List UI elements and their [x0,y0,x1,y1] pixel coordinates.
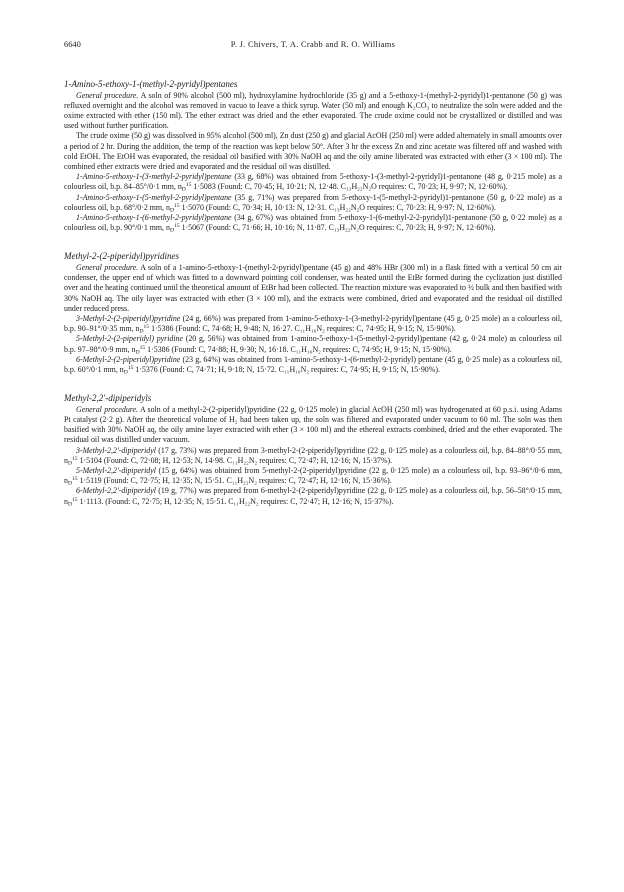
page-number: 6640 [64,40,81,49]
paragraph-lead: 6-Methyl-2-(2-piperidyl)pyridine [76,354,181,364]
refractive-index-symbol: $n_D^{15}$ [64,455,78,467]
paragraph-lead: General procedure. [76,263,139,273]
paragraph [64,263,562,314]
paragraph-text: A soln of a methyl-2-(2-piperidyl)pyridine (22 g, 0·125 mole) in glacial AcOH (250 ml) was hydrogenated at 60 p.s.i. using Adams Pt catalyst (2·2 g). After the theoretical volume of H₂ had been taken up, the soln was filtered and evaporated under vacuum to 60 ml. The soln was then basified with 30% NaOH aq, the oily amine layer extracted with ether (3 × 100 ml) and the ethereal extracts combined, dried and the ether evaporated. The residual oil was distilled under vacuum. [64,404,562,445]
paragraph [64,355,562,375]
section-title: Methyl-2-(2-piperidyl)pyridines [64,251,179,262]
refractive-index-symbol: $n_D^{15}$ [166,202,180,214]
paragraph-text: (17 g, 73%) was prepared from 3-methyl-2-(2-piperidyl)pyridine (22 g, 0·125 mole) as a colourless oil, b.p. 84–88°/0·55 mm, $n_D^{15}$ 1·5104 (Found: C, 72·08; H, 12·53; N, 14·98. C₁₁H₂₂N₂ requires: C, 72·47; H, 12·16; N, 15·37%). [64,445,562,467]
page [64,40,562,507]
paragraph [64,334,562,354]
paragraph [64,172,562,192]
paragraph-lead: 1-Amino-5-ethoxy-1-(3-methyl-2-pyridyl)pentane [76,172,232,182]
paragraph [64,486,562,506]
paragraph-lead: General procedure. [76,404,139,414]
refractive-index-symbol: $n_D^{15}$ [177,182,192,193]
article-body [64,79,562,507]
paragraph-lead: 3-Methyl-2-(2-piperidyl)pyridine [76,314,181,324]
running-header [64,40,562,49]
running-head-authors: P. J. Chivers, T. A. Crabb and R. O. Williams [230,40,396,49]
refractive-index-symbol: $n_D^{15}$ [64,476,78,487]
paragraph-lead: 6-Methyl-2,2′-dipiperidyl [76,486,156,496]
paragraph-text: (23 g, 64%) was obtained from 1-amino-5-ethoxy-1-(6-methyl-2-pyridyl) pentane (45 g, 0·25 mole) as a colourless oil, b.p. 60°/0·1 mm, $n_D^{15}$ 1·5376 (Found: C, 74·71; H, 9·18; N, 15·72. C₁₁H₁₆N₂ requires: C, 74·95; H, 9·15; N, 15·90%). [64,354,562,376]
paragraph-text: (34 g, 67%) was obtained from 5-ethoxy-1-(6-methyl-2-2-pyridyl)1-pentanone (50 g, 0·22 mole) as a colourless oil, b.p. 90°/0·1 mm, $n_D^{15}$ 1·5067 (Found: C, 71·66; H, 10·16; N, 11·87. C₁₃H₂₂N₂O requires: C, 70·23; H, 9·97; N, 12·60%). [64,213,562,234]
paragraph [64,131,562,172]
paragraph-lead: 1-Amino-5-ethoxy-1-(6-methyl-2-pyridyl)pentane [76,213,232,223]
refractive-index-symbol: $n_D^{15}$ [131,344,146,356]
paragraph-lead: 5-Methyl-2,2′-dipiperidyl [76,466,156,476]
paragraph-text: (33 g, 68%) was obtained from 5-ethoxy-1-(3-methyl-2-pyridyl)1-pentanone (48 g, 0·215 mole) as a colourless oil, b.p. 84–85°/0·1 mm, $n_D^{15}$ 1·5083 (Found: C, 70·45; H, 10·21; N, 12·48. C₁₃H₂₂N₂O requires: C, 70·23; H, 9·97; N, 12·60%). [64,172,562,193]
section-title: 1-Amino-5-ethoxy-1-(methyl-2-pyridyl)pentanes [64,79,238,89]
refractive-index-symbol: $n_D^{15}$ [119,365,134,376]
paragraph [64,213,562,233]
paragraph-lead: 1-Amino-5-ethoxy-1-(5-methyl-2-pyridyl)pentane [76,192,232,202]
refractive-index-symbol: $n_D^{15}$ [166,223,180,234]
paragraph [64,91,562,132]
paragraph-lead: 5-Methyl-2-(2-piperidyl) pyridine [76,334,184,344]
refractive-index-symbol: $n_D^{15}$ [135,324,150,335]
paragraph-text: (20 g, 56%) was obtained from 1-amino-5-ethoxy-1-(5-methyl-2-pyridyl)pentane (42 g, 0·24 mole) as colourless oil b.p. 97–98°/0·9 mm, $n_D^{15}$ 1·5386 (Found: C, 74·88; H, 9·30; N, 16·18. C₁₁H₁₆N₂ requires: C, 74·95; H, 9·15; N, 15·90%). [64,334,562,356]
paragraph-text: (24 g, 66%) was prepared from 1-amino-5-ethoxy-1-(3-methyl-2-pyridyl)pentane (45 g, 0·25 mole) as a colourless oil, b.p. 90–91°/0·35 mm, $n_D^{15}$ 1·5386 (Found: C, 74·68; H, 9·48; N, 16·27. C₁₁H₁₆N₂ requires: C, 74·95; H, 9·15; N, 15·90%). [64,314,562,335]
paragraph-lead: General procedure. [76,90,139,100]
paragraph [64,446,562,466]
paragraph-text: (15 g, 64%) was obtained from 5-methyl-2-(2-piperidyl)pyridine (22 g, 0·125 mole) as a colourless oil, b.p. 93–96°/0·6 mm, $n_D^{15}$ 1·5119 (Found: C, 72·75; H, 12·35; N, 15·51. C₁₁H₂₂N₂ requires: C, 72·47; H, 12·16; N, 15·36%). [64,466,562,487]
paragraph [64,193,562,213]
paragraph-text: A soln of a 1-amino-5-ethoxy-1-(methyl-2-pyridyl)pentane (45 g) and 48% HBr (300 ml) in a flask fitted with a vertical 50 cm air condenser, the upper end of which was fitted to a downward pointing coil condenser, was heated until the EtBr formed during the cyclization just distilled over and the heating continued until the theoretical amount of EtBr had been collected. The reaction mixture was evaporated to ½ bulk and then basified with 30% NaOH aq. The oily layer was extracted with ether (3 × 100 ml), and the extracts were combined, dried and evaporated and the residual oil distilled under reduced press. [64,263,562,313]
paragraph [64,314,562,334]
paragraph-text: (35 g, 71%) was prepared from 5-ethoxy-1-(5-methyl-2-pyridyl)1-pentanone (50 g, 0·22 mole) as a colourless oil, b.p. 68°/0·2 mm, $n_D^{15}$ 1·5070 (Found: C, 70·34; H, 10·13: N, 12·31. C₁₃H₂₂N₂O requires: C, 70·23: H, 9·97: N, 12·60%). [64,192,562,214]
paragraph [64,466,562,486]
paragraph-lead: 3-Methyl-2,2′-dipiperidyl [76,445,156,455]
paragraph-text: The crude oxime (50 g) was dissolved in 95% alcohol (500 ml), Zn dust (250 g) and glacial AcOH (250 ml) were added alternately in small amounts over a period of 2 hr. During the addition, the temp of the reaction was kept below 50°. After 3 hr the excess Zn and zinc acetate was filtered off and washed with cold EtOH. The EtOH was evaporated, the residual oil basified with 30% NaOH aq and the oily amine liberated was extracted with ether (3 × 100 ml). The combined ether extracts were dried and evaporated and the residual oil was distilled. [64,131,562,172]
paragraph-text: A soln of 90% alcohol (500 ml), hydroxylamine hydrochloride (35 g) and a 5-ethoxy-1-(methyl-2-pyridyl)1-pentanone (50 g) was refluxed overnight and the alcohol was removed in vacuo to leave a thick syrup. Water (50 ml) and enough K₂CO₃ to neutralize the soln were added and the oxime extracted with ether (150 ml). The ether extract was dried and the ether evaporated. The crude oxime could not be crystallized or distilled and was used without further purification. [64,90,562,131]
refractive-index-symbol: $n_D^{15}$ [64,496,78,508]
section-title: Methyl-2,2′-dipiperidyls [64,393,152,404]
paragraph [64,405,562,446]
paragraph-text: (19 g, 77%) was prepared from 6-methyl-2-(2-piperidyl)pyridine (22 g, 0·125 mole) as a colourless oil, b.p. 56–58°/0·15 mm, $n_D^{15}$ 1·1113. (Found: C, 72·75; H, 12·35; N, 15·51. C₁₁H₂₂N₂ requires: C, 72·47; H, 12·16; N, 15·37%). [64,486,562,508]
